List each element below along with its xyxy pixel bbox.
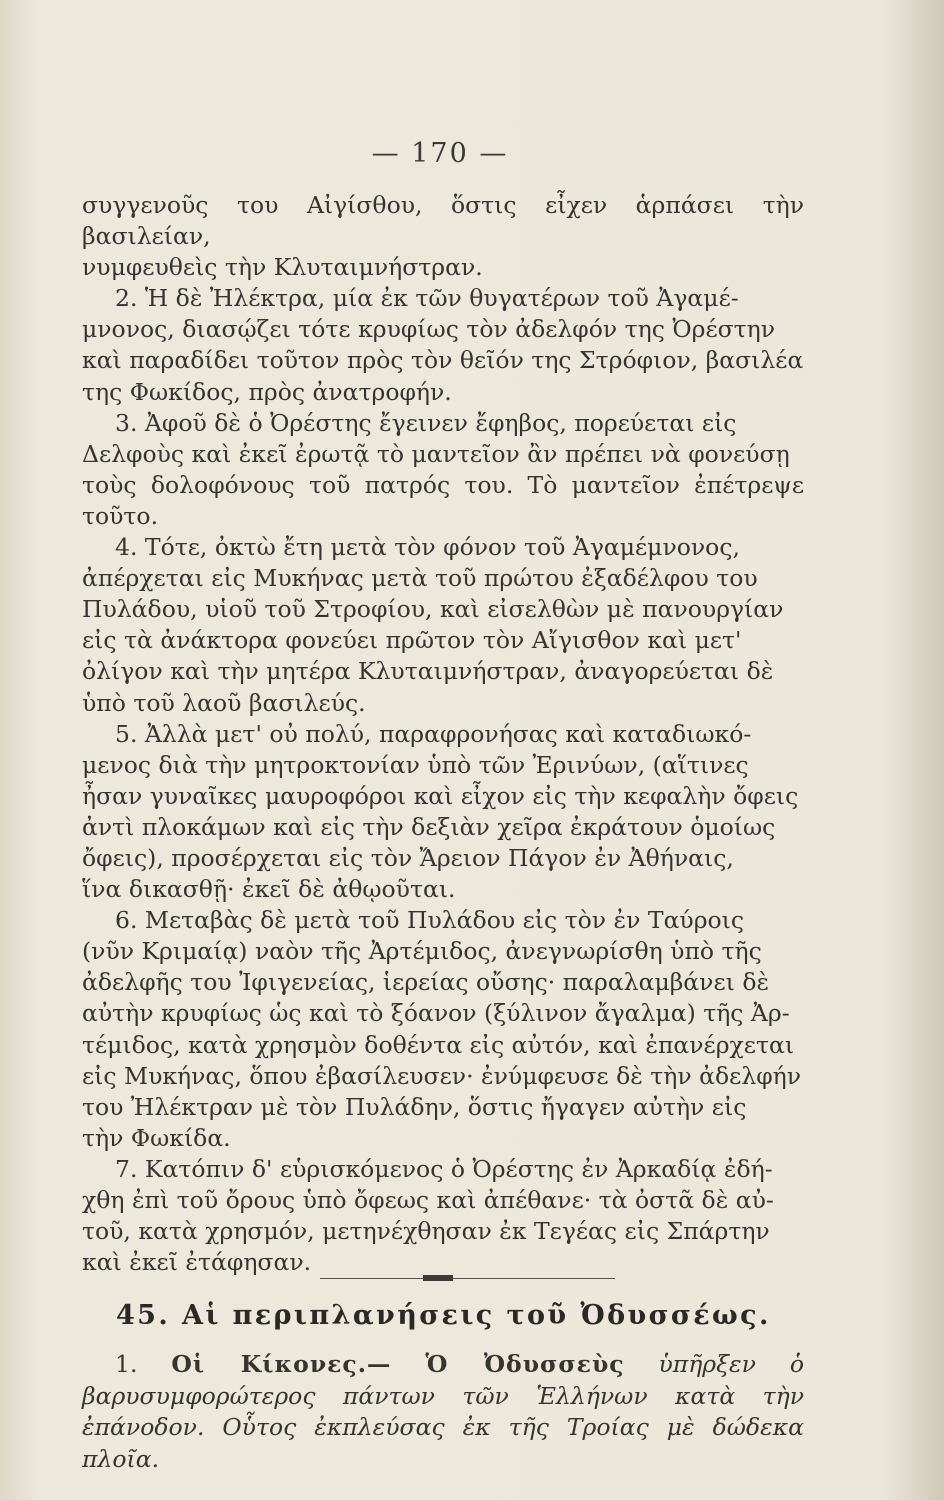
text-line: ὄφεις), προσέρχεται εἰς τὸν Ἄρειον Πάγον ἐν Ἀθήναις,	[82, 843, 734, 872]
text-line: ὀλίγον καὶ τὴν μητέρα Κλυταιμνήστραν, ἀναγορεύεται δὲ	[82, 657, 774, 686]
text-line: εἰς Μυκήνας, ὅπου ἐβασίλευσεν· ἐνύμφευσε δὲ τὴν ἀδελφήν	[82, 1061, 802, 1090]
section-divider-mark	[423, 1275, 453, 1281]
text-line: (νῦν Κριμαίᾳ) ναὸν τῆς Ἀρτέμιδος, ἀνεγνωρίσθη ὑπὸ τῆς	[82, 937, 762, 966]
body-text	[82, 190, 804, 1278]
paragraph-5	[82, 719, 804, 906]
section-paragraph-number: 1.	[115, 1350, 138, 1378]
section-body	[82, 1349, 804, 1475]
section-subheading: Οἱ Κίκονες.—	[171, 1350, 392, 1378]
text-line: αὐτὴν κρυφίως ὡς καὶ τὸ ξόανον (ξύλινον ἄγαλμα) τῆς Ἀρ-	[82, 999, 790, 1028]
section-title: 45. Αἱ περιπλανήσεις τοῦ Ὀδυσσέως.	[116, 1300, 771, 1331]
paragraph-4	[82, 532, 804, 719]
text-line: μενος διὰ τὴν μητροκτονίαν ὑπὸ τῶν Ἐρινύων, (αἵτινες	[82, 750, 749, 779]
text-line: 5. Ἀλλὰ μετ' οὐ πολύ, παραφρονήσας καὶ καταδιωκό-	[115, 719, 752, 748]
text-line: Δελφοὺς καὶ ἐκεῖ ἐρωτᾷ τὸ μαντεῖον ἂν πρέπει νὰ φονεύσῃ	[82, 439, 790, 468]
paragraph-7	[82, 1154, 804, 1278]
text-line: χθη ἐπὶ τοῦ ὄρους ὑπὸ ὄφεως καὶ ἀπέθανε· τὰ ὀστᾶ δὲ αὐ-	[82, 1186, 774, 1214]
paragraph-1	[82, 190, 804, 283]
text-line: συγγενοῦς του Αἰγίσθου, ὅστις εἶχεν ἁρπάσει τὴν βασιλείαν,	[82, 191, 804, 251]
text-line: 3. Ἀφοῦ δὲ ὁ Ὀρέστης ἔγεινεν ἔφηβος, πορεύεται εἰς	[115, 408, 737, 437]
text-line: τοὺς δολοφόνους τοῦ πατρός του. Τὸ μαντεῖον ἐπέτρεψε τοῦτο.	[82, 470, 804, 530]
section-divider	[320, 1278, 615, 1279]
text-line: ὑπὸ τοῦ λαοῦ βασιλεύς.	[82, 688, 366, 717]
text-line: 6. Μεταβὰς δὲ μετὰ τοῦ Πυλάδου εἰς τὸν ἐν Ταύροις	[115, 906, 745, 935]
paragraph-2	[82, 283, 804, 407]
paragraph-6	[82, 905, 804, 1154]
text-line: ἀδελφῆς του Ἰφιγενείας, ἱερείας οὔσης· παραλαμβάνει δὲ	[82, 968, 770, 997]
text-line: ἵνα δικασθῇ· ἐκεῖ δὲ ἀθῳοῦται.	[82, 875, 456, 904]
page-edge-shadow	[884, 0, 944, 1500]
text-line: μνονος, διασῴζει τότε κρυφίως τὸν ἀδελφόν της Ὀρέστην	[82, 315, 776, 344]
text-line: του Ἠλέκτραν μὲ τὸν Πυλάδην, ὅστις ἤγαγεν αὐτὴν εἰς	[82, 1092, 747, 1121]
page-number: — 170 —	[371, 138, 509, 169]
text-line: τοῦ, κατὰ χρησμόν, μετηνέχθησαν ἐκ Τεγέας εἰς Σπάρτην	[82, 1217, 770, 1246]
text-line: καὶ παραδίδει τοῦτον πρὸς τὸν θεῖόν της Στρόφιον, βασιλέα	[82, 346, 804, 375]
text-line: ἀπέρχεται εἰς Μυκήνας μετὰ τοῦ πρώτου ἐξαδέλφου του	[82, 564, 758, 593]
text-line: 7. Κατόπιν δ' εὑρισκόμενος ὁ Ὀρέστης ἐν Ἀρκαδίᾳ ἐδή-	[115, 1154, 773, 1183]
text-line: της Φωκίδος, πρὸς ἀνατροφήν.	[82, 377, 452, 406]
section-text: ὑπῆρξεν ὁ βαρυσυμφορώτερος πάντων τῶν Ἑλλήνων κατὰ τὴν ἐπάνοδον. Οὗτος ἐκπλεύσας ἐκ τῆς Τροίας μὲ δώδεκα πλοῖα.	[82, 1350, 804, 1473]
paragraph-3	[82, 408, 804, 532]
text-line: 4. Τότε, ὀκτὼ ἔτη μετὰ τὸν φόνον τοῦ Ἀγαμέμνονος,	[115, 533, 740, 562]
text-line: Πυλάδου, υἱοῦ τοῦ Στροφίου, καὶ εἰσελθὼν μὲ πανουργίαν	[82, 595, 784, 624]
text-line: τὴν Φωκίδα.	[82, 1123, 231, 1152]
text-line: τέμιδος, κατὰ χρησμὸν δοθέντα εἰς αὐτόν, καὶ ἐπανέρχεται	[82, 1030, 795, 1059]
text-line: εἰς τὰ ἀνάκτορα φονεύει πρῶτον τὸν Αἴγισθον καὶ μετ'	[82, 626, 742, 655]
text-line: νυμφευθεὶς τὴν Κλυταιμνήστραν.	[82, 253, 483, 282]
text-line: καὶ ἐκεῖ ἐτάφησαν.	[82, 1248, 312, 1277]
section-subject: Ὁ Ὀδυσσεὺς	[425, 1350, 625, 1378]
text-line: ἀντὶ πλοκάμων καὶ εἰς τὴν δεξιὰν χεῖρα ἐκράτουν ὁμοίως	[82, 812, 776, 841]
text-line: ἦσαν γυναῖκες μαυροφόροι καὶ εἶχον εἰς τὴν κεφαλὴν ὄφεις	[82, 781, 799, 810]
text-line: 2. Ἡ δὲ Ἠλέκτρα, μία ἐκ τῶν θυγατέρων τοῦ Ἀγαμέ-	[115, 284, 739, 313]
